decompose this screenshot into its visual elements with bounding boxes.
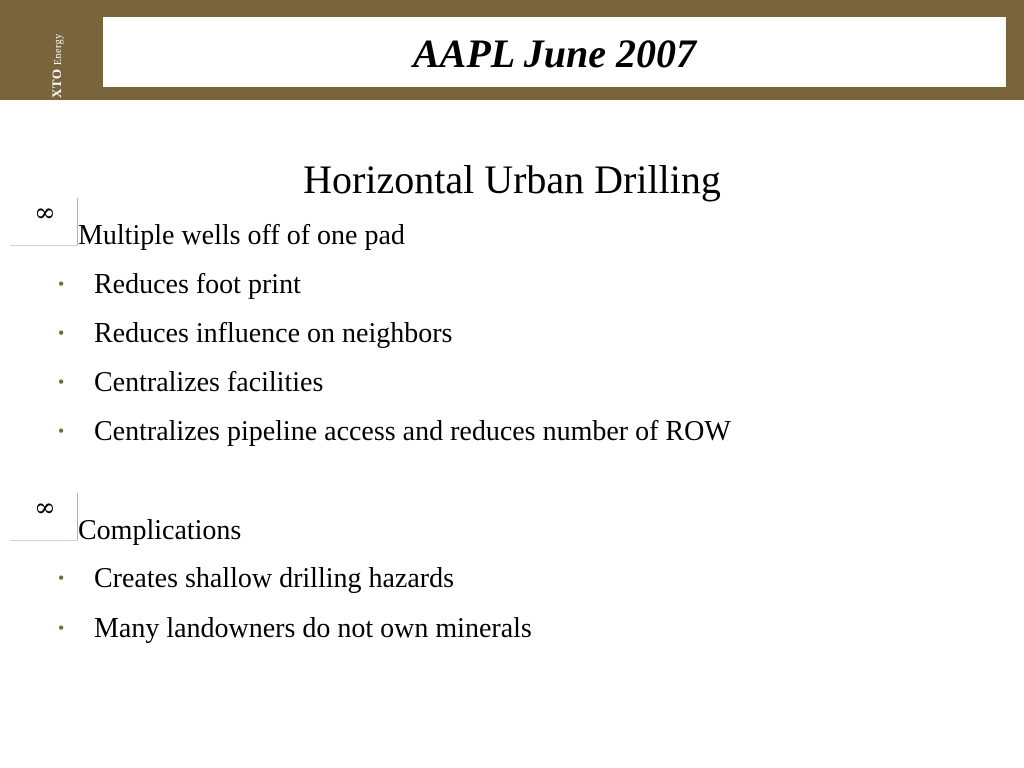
- bullet-text: Reduces influence on neighbors: [94, 318, 453, 349]
- bullet-icon: •: [58, 371, 65, 392]
- section-marker-2: [10, 493, 78, 541]
- bullet-item: [58, 562, 454, 598]
- infinity-icon: ∞: [34, 198, 56, 228]
- marker-horizontal-line: [10, 245, 78, 246]
- infinity-icon: ∞: [34, 493, 56, 523]
- slide-subtitle: Horizontal Urban Drilling: [303, 157, 721, 202]
- logo-main-text: XTO: [49, 68, 64, 98]
- bullet-icon: •: [58, 273, 65, 294]
- bullet-item: [58, 366, 323, 402]
- bullet-text: Centralizes pipeline access and reduces number of ROW: [94, 416, 731, 447]
- marker-horizontal-line: [10, 540, 78, 541]
- bullet-icon: •: [58, 322, 65, 343]
- bullet-text: Many landowners do not own minerals: [94, 613, 532, 644]
- bullet-icon: •: [58, 567, 65, 588]
- bullet-item: [58, 612, 532, 648]
- section-heading-1: Multiple wells off of one pad: [78, 220, 405, 251]
- section-marker-1: [10, 198, 78, 246]
- bullet-item: [58, 268, 301, 304]
- bullet-text: Reduces foot print: [94, 269, 301, 300]
- title-box: [103, 17, 1006, 87]
- slide-title: AAPL June 2007: [413, 30, 696, 76]
- bullet-text: Centralizes facilities: [94, 367, 324, 398]
- bullet-text: Creates shallow drilling hazards: [94, 563, 455, 594]
- header-band: [0, 0, 1024, 100]
- section-heading-2: Complications: [78, 515, 242, 546]
- logo-sub-text: Energy: [53, 33, 64, 66]
- bullet-item: [58, 415, 731, 451]
- bullet-icon: •: [58, 420, 65, 441]
- xto-energy-logo: [50, 12, 64, 98]
- bullet-icon: •: [58, 617, 65, 638]
- bullet-item: [58, 317, 452, 353]
